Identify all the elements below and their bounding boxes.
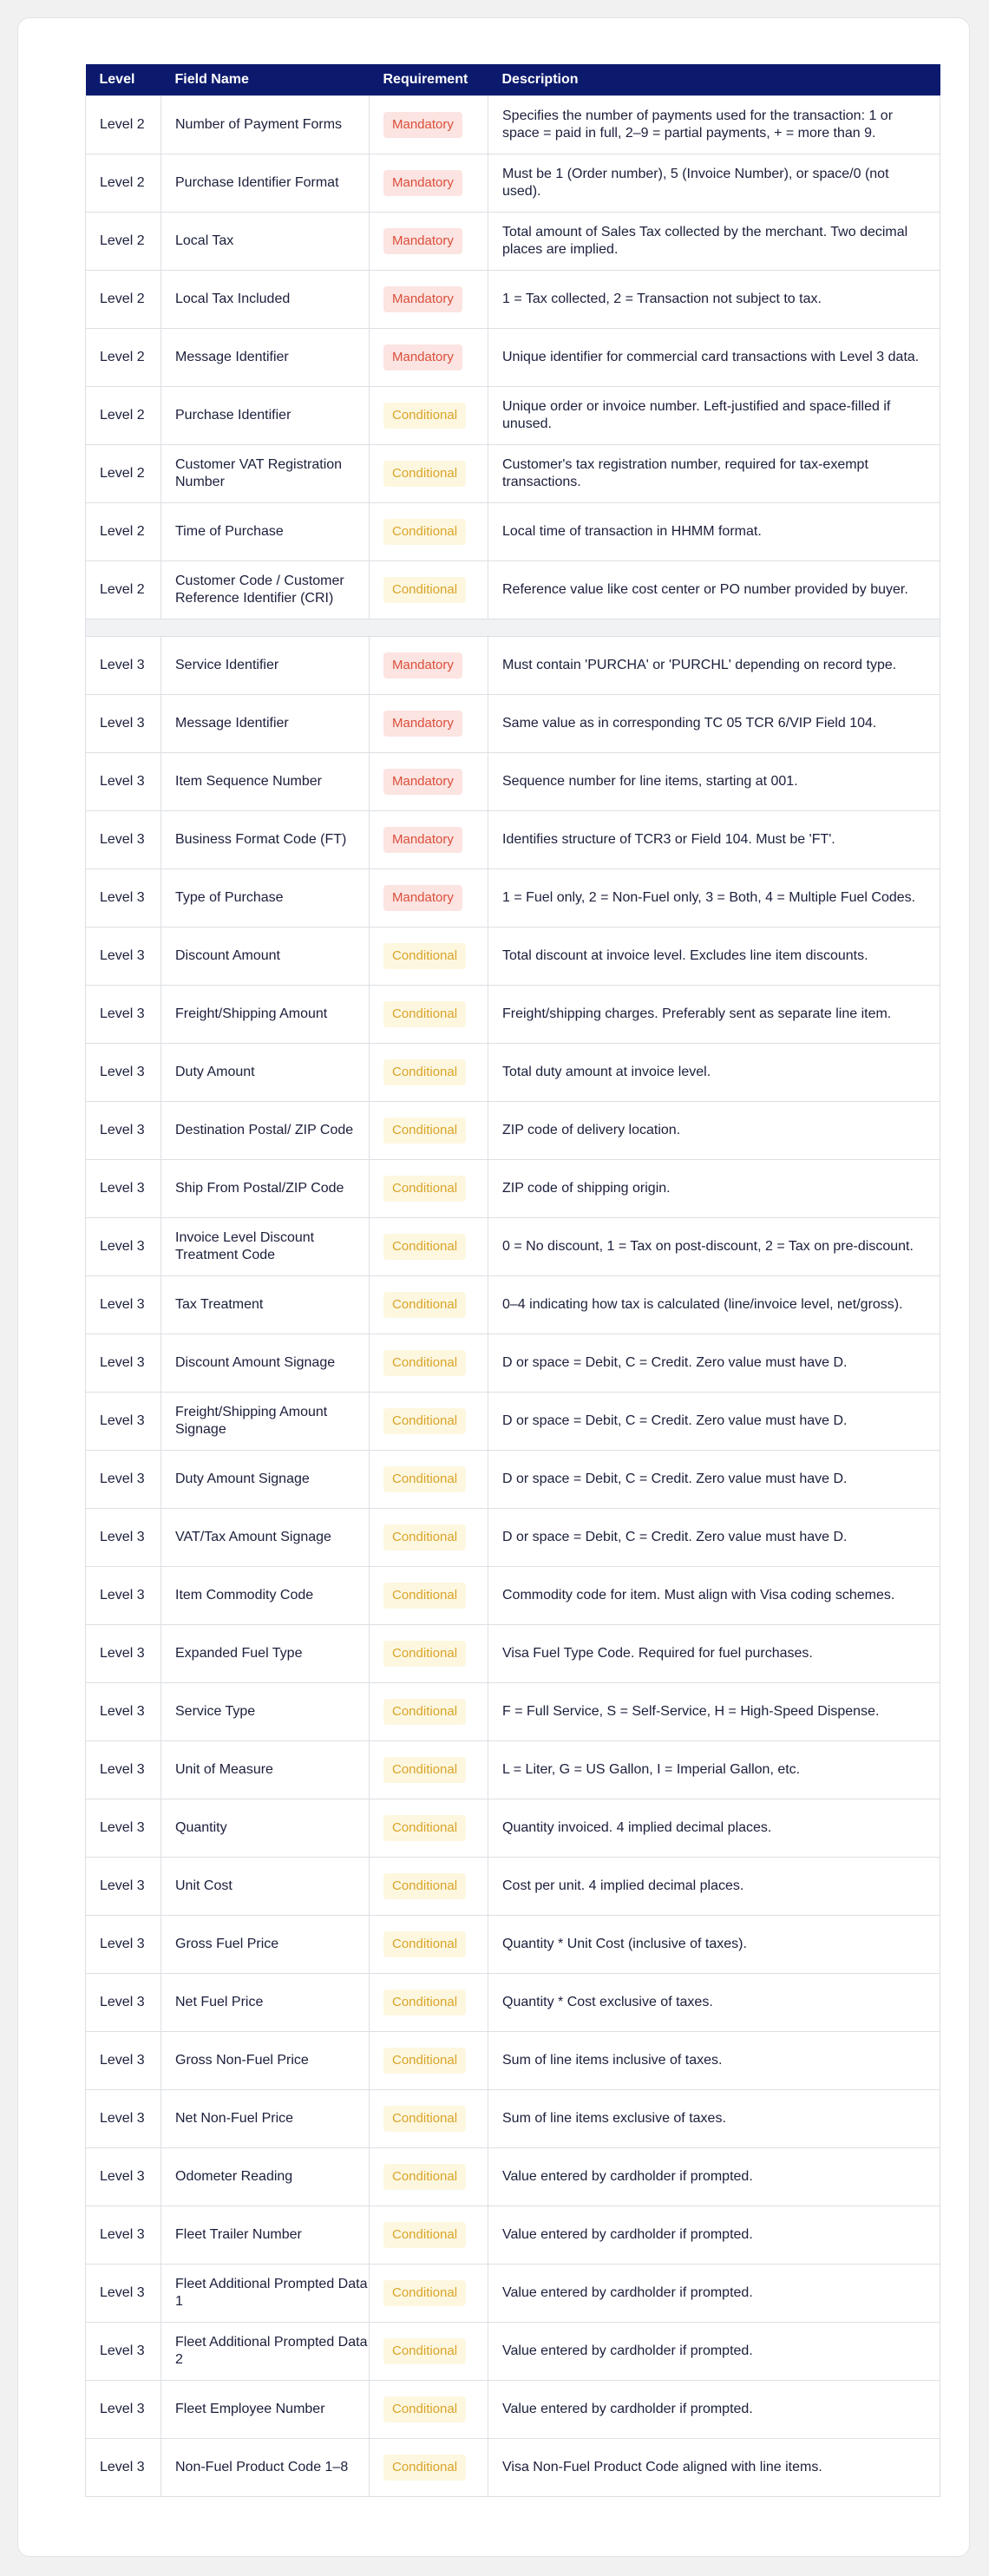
cell-requirement xyxy=(370,2089,488,2147)
cell-level: Level 3 xyxy=(86,1450,161,1508)
requirement-badge: Mandatory xyxy=(383,769,462,795)
cell-requirement xyxy=(370,212,488,270)
cell-field-name: Number of Payment Forms xyxy=(161,95,370,154)
cell-description: ZIP code of delivery location. xyxy=(488,1101,940,1159)
requirement-badge: Conditional xyxy=(383,2048,466,2074)
cell-description: Total duty amount at invoice level. xyxy=(488,1043,940,1101)
cell-description: Value entered by cardholder if prompted. xyxy=(488,2206,940,2264)
cell-field-name: Net Non-Fuel Price xyxy=(161,2089,370,2147)
cell-level: Level 2 xyxy=(86,560,161,619)
table-row xyxy=(86,1043,940,1101)
requirement-badge: Conditional xyxy=(383,943,466,969)
cell-level: Level 3 xyxy=(86,1275,161,1334)
cell-description: Quantity * Unit Cost (inclusive of taxes). xyxy=(488,1915,940,1973)
cell-requirement xyxy=(370,1101,488,1159)
cell-description: Value entered by cardholder if prompted. xyxy=(488,2322,940,2380)
cell-level: Level 3 xyxy=(86,2031,161,2089)
cell-field-name: Business Format Code (FT) xyxy=(161,810,370,868)
cell-requirement xyxy=(370,1159,488,1217)
table-row xyxy=(86,1915,940,1973)
requirement-badge: Conditional xyxy=(383,1699,466,1725)
table-row xyxy=(86,868,940,927)
requirement-badge: Conditional xyxy=(383,1524,466,1550)
table-row xyxy=(86,694,940,752)
cell-field-name: Item Sequence Number xyxy=(161,752,370,810)
cell-field-name: Service Identifier xyxy=(161,636,370,694)
cell-field-name: Tax Treatment xyxy=(161,1275,370,1334)
requirement-badge: Conditional xyxy=(383,2455,466,2481)
cell-level: Level 3 xyxy=(86,636,161,694)
cell-level: Level 3 xyxy=(86,2264,161,2322)
cell-level: Level 3 xyxy=(86,1857,161,1915)
cell-requirement xyxy=(370,1450,488,1508)
cell-level: Level 3 xyxy=(86,1159,161,1217)
cell-description: D or space = Debit, C = Credit. Zero value must have D. xyxy=(488,1450,940,1508)
table-row xyxy=(86,810,940,868)
cell-requirement xyxy=(370,985,488,1043)
cell-level: Level 3 xyxy=(86,2322,161,2380)
cell-requirement xyxy=(370,1682,488,1740)
table-row xyxy=(86,636,940,694)
cell-field-name: Fleet Additional Prompted Data 1 xyxy=(161,2264,370,2322)
table-row xyxy=(86,1566,940,1624)
table-row xyxy=(86,2206,940,2264)
cell-requirement xyxy=(370,386,488,444)
table-row xyxy=(86,1217,940,1275)
cell-field-name: Discount Amount Signage xyxy=(161,1334,370,1392)
cell-level: Level 3 xyxy=(86,1682,161,1740)
cell-description: Must contain 'PURCHA' or 'PURCHL' depending on record type. xyxy=(488,636,940,694)
cell-description: Must be 1 (Order number), 5 (Invoice Number), or space/0 (not used). xyxy=(488,154,940,212)
table-row xyxy=(86,95,940,154)
cell-description: D or space = Debit, C = Credit. Zero value must have D. xyxy=(488,1508,940,1566)
cell-description: Unique order or invoice number. Left-justified and space-filled if unused. xyxy=(488,386,940,444)
cell-field-name: Quantity xyxy=(161,1799,370,1857)
requirement-badge: Conditional xyxy=(383,2106,466,2132)
cell-requirement xyxy=(370,1508,488,1566)
cell-description: 1 = Tax collected, 2 = Transaction not subject to tax. xyxy=(488,270,940,328)
cell-field-name: Customer VAT Registration Number xyxy=(161,444,370,502)
table-row xyxy=(86,1275,940,1334)
cell-level: Level 3 xyxy=(86,868,161,927)
cell-description: Same value as in corresponding TC 05 TCR 6/VIP Field 104. xyxy=(488,694,940,752)
cell-requirement xyxy=(370,1799,488,1857)
cell-description: Value entered by cardholder if prompted. xyxy=(488,2147,940,2206)
cell-level: Level 3 xyxy=(86,2089,161,2147)
cell-level: Level 3 xyxy=(86,2206,161,2264)
table-row xyxy=(86,1159,940,1217)
cell-field-name: Message Identifier xyxy=(161,694,370,752)
cell-requirement xyxy=(370,1566,488,1624)
cell-description: Sum of line items inclusive of taxes. xyxy=(488,2031,940,2089)
cell-description: Reference value like cost center or PO number provided by buyer. xyxy=(488,560,940,619)
cell-level: Level 2 xyxy=(86,386,161,444)
cell-requirement xyxy=(370,95,488,154)
table-row xyxy=(86,927,940,985)
requirement-badge: Conditional xyxy=(383,403,466,429)
cell-level: Level 2 xyxy=(86,444,161,502)
cell-description: Total discount at invoice level. Excludes line item discounts. xyxy=(488,927,940,985)
table-row xyxy=(86,1334,940,1392)
requirements-table xyxy=(85,64,940,2497)
table-row xyxy=(86,386,940,444)
table-row xyxy=(86,154,940,212)
cell-description: 0–4 indicating how tax is calculated (line/invoice level, net/gross). xyxy=(488,1275,940,1334)
cell-level: Level 3 xyxy=(86,1217,161,1275)
requirement-badge: Conditional xyxy=(383,1292,466,1318)
cell-level: Level 2 xyxy=(86,212,161,270)
cell-description: Cost per unit. 4 implied decimal places. xyxy=(488,1857,940,1915)
table-row xyxy=(86,1740,940,1799)
requirement-badge: Mandatory xyxy=(383,827,462,853)
cell-field-name: Gross Fuel Price xyxy=(161,1915,370,1973)
cell-requirement xyxy=(370,502,488,560)
requirement-badge: Conditional xyxy=(383,1001,466,1027)
table-row xyxy=(86,1682,940,1740)
cell-description: Quantity invoiced. 4 implied decimal places. xyxy=(488,1799,940,1857)
cell-level: Level 3 xyxy=(86,1799,161,1857)
table-row xyxy=(86,1101,940,1159)
cell-field-name: Duty Amount Signage xyxy=(161,1450,370,1508)
cell-description: Value entered by cardholder if prompted. xyxy=(488,2264,940,2322)
header-requirement: Requirement xyxy=(370,64,488,95)
cell-field-name: Purchase Identifier xyxy=(161,386,370,444)
section-divider xyxy=(86,619,940,636)
cell-field-name: Odometer Reading xyxy=(161,2147,370,2206)
cell-field-name: Duty Amount xyxy=(161,1043,370,1101)
cell-requirement xyxy=(370,444,488,502)
cell-level: Level 3 xyxy=(86,1566,161,1624)
cell-level: Level 3 xyxy=(86,1740,161,1799)
requirement-badge: Mandatory xyxy=(383,228,462,254)
table-row xyxy=(86,1624,940,1682)
cell-requirement xyxy=(370,2264,488,2322)
cell-description: Local time of transaction in HHMM format. xyxy=(488,502,940,560)
table-row xyxy=(86,270,940,328)
cell-level: Level 3 xyxy=(86,1915,161,1973)
cell-requirement xyxy=(370,560,488,619)
cell-description: Unique identifier for commercial card transactions with Level 3 data. xyxy=(488,328,940,386)
cell-requirement xyxy=(370,1624,488,1682)
cell-description: Identifies structure of TCR3 or Field 104. Must be 'FT'. xyxy=(488,810,940,868)
cell-description: Freight/shipping charges. Preferably sent as separate line item. xyxy=(488,985,940,1043)
table-row xyxy=(86,752,940,810)
header-description: Description xyxy=(488,64,940,95)
cell-level: Level 3 xyxy=(86,1334,161,1392)
table-row xyxy=(86,1857,940,1915)
table-row xyxy=(86,212,940,270)
cell-requirement xyxy=(370,1915,488,1973)
header-level: Level xyxy=(86,64,161,95)
cell-requirement xyxy=(370,1217,488,1275)
cell-field-name: Non-Fuel Product Code 1–8 xyxy=(161,2438,370,2496)
requirement-badge: Conditional xyxy=(383,2164,466,2190)
table-row xyxy=(86,1392,940,1450)
table-row xyxy=(86,2322,940,2380)
cell-field-name: Freight/Shipping Amount xyxy=(161,985,370,1043)
cell-description: Sum of line items exclusive of taxes. xyxy=(488,2089,940,2147)
cell-level: Level 2 xyxy=(86,154,161,212)
requirement-badge: Mandatory xyxy=(383,344,462,370)
cell-requirement xyxy=(370,2322,488,2380)
requirement-badge: Conditional xyxy=(383,1989,466,2016)
cell-requirement xyxy=(370,2206,488,2264)
cell-requirement xyxy=(370,1275,488,1334)
table-row xyxy=(86,2380,940,2438)
cell-requirement xyxy=(370,636,488,694)
requirement-badge: Conditional xyxy=(383,1408,466,1434)
cell-description: D or space = Debit, C = Credit. Zero value must have D. xyxy=(488,1334,940,1392)
cell-field-name: Message Identifier xyxy=(161,328,370,386)
cell-description: Visa Non-Fuel Product Code aligned with line items. xyxy=(488,2438,940,2496)
cell-level: Level 3 xyxy=(86,927,161,985)
cell-requirement xyxy=(370,270,488,328)
cell-field-name: Ship From Postal/ZIP Code xyxy=(161,1159,370,1217)
cell-requirement xyxy=(370,1334,488,1392)
cell-description: L = Liter, G = US Gallon, I = Imperial Gallon, etc. xyxy=(488,1740,940,1799)
cell-field-name: Freight/Shipping Amount Signage xyxy=(161,1392,370,1450)
cell-level: Level 3 xyxy=(86,2380,161,2438)
cell-requirement xyxy=(370,1392,488,1450)
cell-description: Specifies the number of payments used for the transaction: 1 or space = paid in full, 2–9 = partial payments, + = more than 9. xyxy=(488,95,940,154)
requirement-badge: Conditional xyxy=(383,519,466,545)
cell-description: Value entered by cardholder if prompted. xyxy=(488,2380,940,2438)
requirement-badge: Conditional xyxy=(383,1815,466,1841)
cell-field-name: Invoice Level Discount Treatment Code xyxy=(161,1217,370,1275)
table-row xyxy=(86,985,940,1043)
requirement-badge: Mandatory xyxy=(383,885,462,911)
requirement-badge: Conditional xyxy=(383,2280,466,2306)
cell-requirement xyxy=(370,2380,488,2438)
cell-requirement xyxy=(370,810,488,868)
cell-field-name: Customer Code / Customer Reference Identifier (CRI) xyxy=(161,560,370,619)
cell-field-name: Unit of Measure xyxy=(161,1740,370,1799)
cell-field-name: Discount Amount xyxy=(161,927,370,985)
requirement-badge: Conditional xyxy=(383,1873,466,1899)
cell-requirement xyxy=(370,328,488,386)
cell-field-name: Fleet Employee Number xyxy=(161,2380,370,2438)
cell-level: Level 3 xyxy=(86,1508,161,1566)
cell-level: Level 2 xyxy=(86,95,161,154)
requirement-badge: Mandatory xyxy=(383,112,462,138)
cell-description: F = Full Service, S = Self-Service, H = High-Speed Dispense. xyxy=(488,1682,940,1740)
cell-level: Level 3 xyxy=(86,752,161,810)
table-row xyxy=(86,2089,940,2147)
table-row xyxy=(86,1508,940,1566)
cell-level: Level 3 xyxy=(86,2147,161,2206)
cell-description: Sequence number for line items, starting at 001. xyxy=(488,752,940,810)
cell-level: Level 2 xyxy=(86,502,161,560)
requirement-badge: Conditional xyxy=(383,2338,466,2364)
cell-field-name: Purchase Identifier Format xyxy=(161,154,370,212)
cell-level: Level 3 xyxy=(86,2438,161,2496)
requirement-badge: Conditional xyxy=(383,2396,466,2422)
cell-requirement xyxy=(370,2147,488,2206)
cell-requirement xyxy=(370,2438,488,2496)
cell-field-name: Type of Purchase xyxy=(161,868,370,927)
cell-level: Level 3 xyxy=(86,1043,161,1101)
requirement-badge: Conditional xyxy=(383,1466,466,1492)
cell-level: Level 3 xyxy=(86,694,161,752)
requirement-badge: Conditional xyxy=(383,1583,466,1609)
cell-level: Level 2 xyxy=(86,328,161,386)
cell-field-name: Service Type xyxy=(161,1682,370,1740)
cell-requirement xyxy=(370,752,488,810)
requirement-badge: Conditional xyxy=(383,1350,466,1376)
cell-requirement xyxy=(370,694,488,752)
cell-requirement xyxy=(370,154,488,212)
cell-requirement xyxy=(370,1973,488,2031)
table-row xyxy=(86,560,940,619)
cell-requirement xyxy=(370,1740,488,1799)
section-divider-cell xyxy=(86,619,940,636)
requirement-badge: Conditional xyxy=(383,1176,466,1202)
cell-field-name: Local Tax Included xyxy=(161,270,370,328)
cell-field-name: Destination Postal/ ZIP Code xyxy=(161,1101,370,1159)
cell-description: 1 = Fuel only, 2 = Non-Fuel only, 3 = Both, 4 = Multiple Fuel Codes. xyxy=(488,868,940,927)
requirement-badge: Mandatory xyxy=(383,286,462,312)
requirement-badge: Conditional xyxy=(383,1059,466,1085)
requirement-badge: Conditional xyxy=(383,577,466,603)
cell-description: Visa Fuel Type Code. Required for fuel purchases. xyxy=(488,1624,940,1682)
header-field-name: Field Name xyxy=(161,64,370,95)
cell-field-name: Unit Cost xyxy=(161,1857,370,1915)
requirement-badge: Conditional xyxy=(383,2222,466,2248)
cell-requirement xyxy=(370,927,488,985)
requirement-badge: Conditional xyxy=(383,461,466,487)
cell-description: Commodity code for item. Must align with Visa coding schemes. xyxy=(488,1566,940,1624)
cell-field-name: Fleet Trailer Number xyxy=(161,2206,370,2264)
requirement-badge: Mandatory xyxy=(383,711,462,737)
cell-field-name: Local Tax xyxy=(161,212,370,270)
cell-description: Customer's tax registration number, required for tax-exempt transactions. xyxy=(488,444,940,502)
table-body xyxy=(86,95,940,2496)
cell-requirement xyxy=(370,1043,488,1101)
requirement-badge: Conditional xyxy=(383,1931,466,1957)
table-row xyxy=(86,2438,940,2496)
table-row xyxy=(86,1973,940,2031)
requirement-badge: Conditional xyxy=(383,1234,466,1260)
cell-description: Quantity * Cost exclusive of taxes. xyxy=(488,1973,940,2031)
cell-level: Level 2 xyxy=(86,270,161,328)
table-row xyxy=(86,1799,940,1857)
cell-field-name: VAT/Tax Amount Signage xyxy=(161,1508,370,1566)
cell-level: Level 3 xyxy=(86,1973,161,2031)
requirement-badge: Conditional xyxy=(383,1757,466,1783)
requirement-badge: Conditional xyxy=(383,1118,466,1144)
cell-level: Level 3 xyxy=(86,1392,161,1450)
cell-level: Level 3 xyxy=(86,810,161,868)
table-header xyxy=(86,64,940,95)
table-row xyxy=(86,2264,940,2322)
requirement-badge: Conditional xyxy=(383,1641,466,1667)
cell-requirement xyxy=(370,868,488,927)
cell-field-name: Gross Non-Fuel Price xyxy=(161,2031,370,2089)
cell-description: D or space = Debit, C = Credit. Zero value must have D. xyxy=(488,1392,940,1450)
cell-field-name: Item Commodity Code xyxy=(161,1566,370,1624)
cell-field-name: Expanded Fuel Type xyxy=(161,1624,370,1682)
cell-description: ZIP code of shipping origin. xyxy=(488,1159,940,1217)
table-row xyxy=(86,2031,940,2089)
cell-level: Level 3 xyxy=(86,985,161,1043)
cell-field-name: Net Fuel Price xyxy=(161,1973,370,2031)
cell-description: 0 = No discount, 1 = Tax on post-discount, 2 = Tax on pre-discount. xyxy=(488,1217,940,1275)
cell-level: Level 3 xyxy=(86,1101,161,1159)
cell-requirement xyxy=(370,1857,488,1915)
table-card xyxy=(17,17,970,2557)
table-row xyxy=(86,328,940,386)
cell-field-name: Fleet Additional Prompted Data 2 xyxy=(161,2322,370,2380)
cell-requirement xyxy=(370,2031,488,2089)
table-row xyxy=(86,502,940,560)
table-row xyxy=(86,2147,940,2206)
table-row xyxy=(86,444,940,502)
table-row xyxy=(86,1450,940,1508)
cell-level: Level 3 xyxy=(86,1624,161,1682)
requirement-badge: Mandatory xyxy=(383,170,462,196)
cell-field-name: Time of Purchase xyxy=(161,502,370,560)
cell-description: Total amount of Sales Tax collected by the merchant. Two decimal places are implied. xyxy=(488,212,940,270)
requirement-badge: Mandatory xyxy=(383,652,462,678)
